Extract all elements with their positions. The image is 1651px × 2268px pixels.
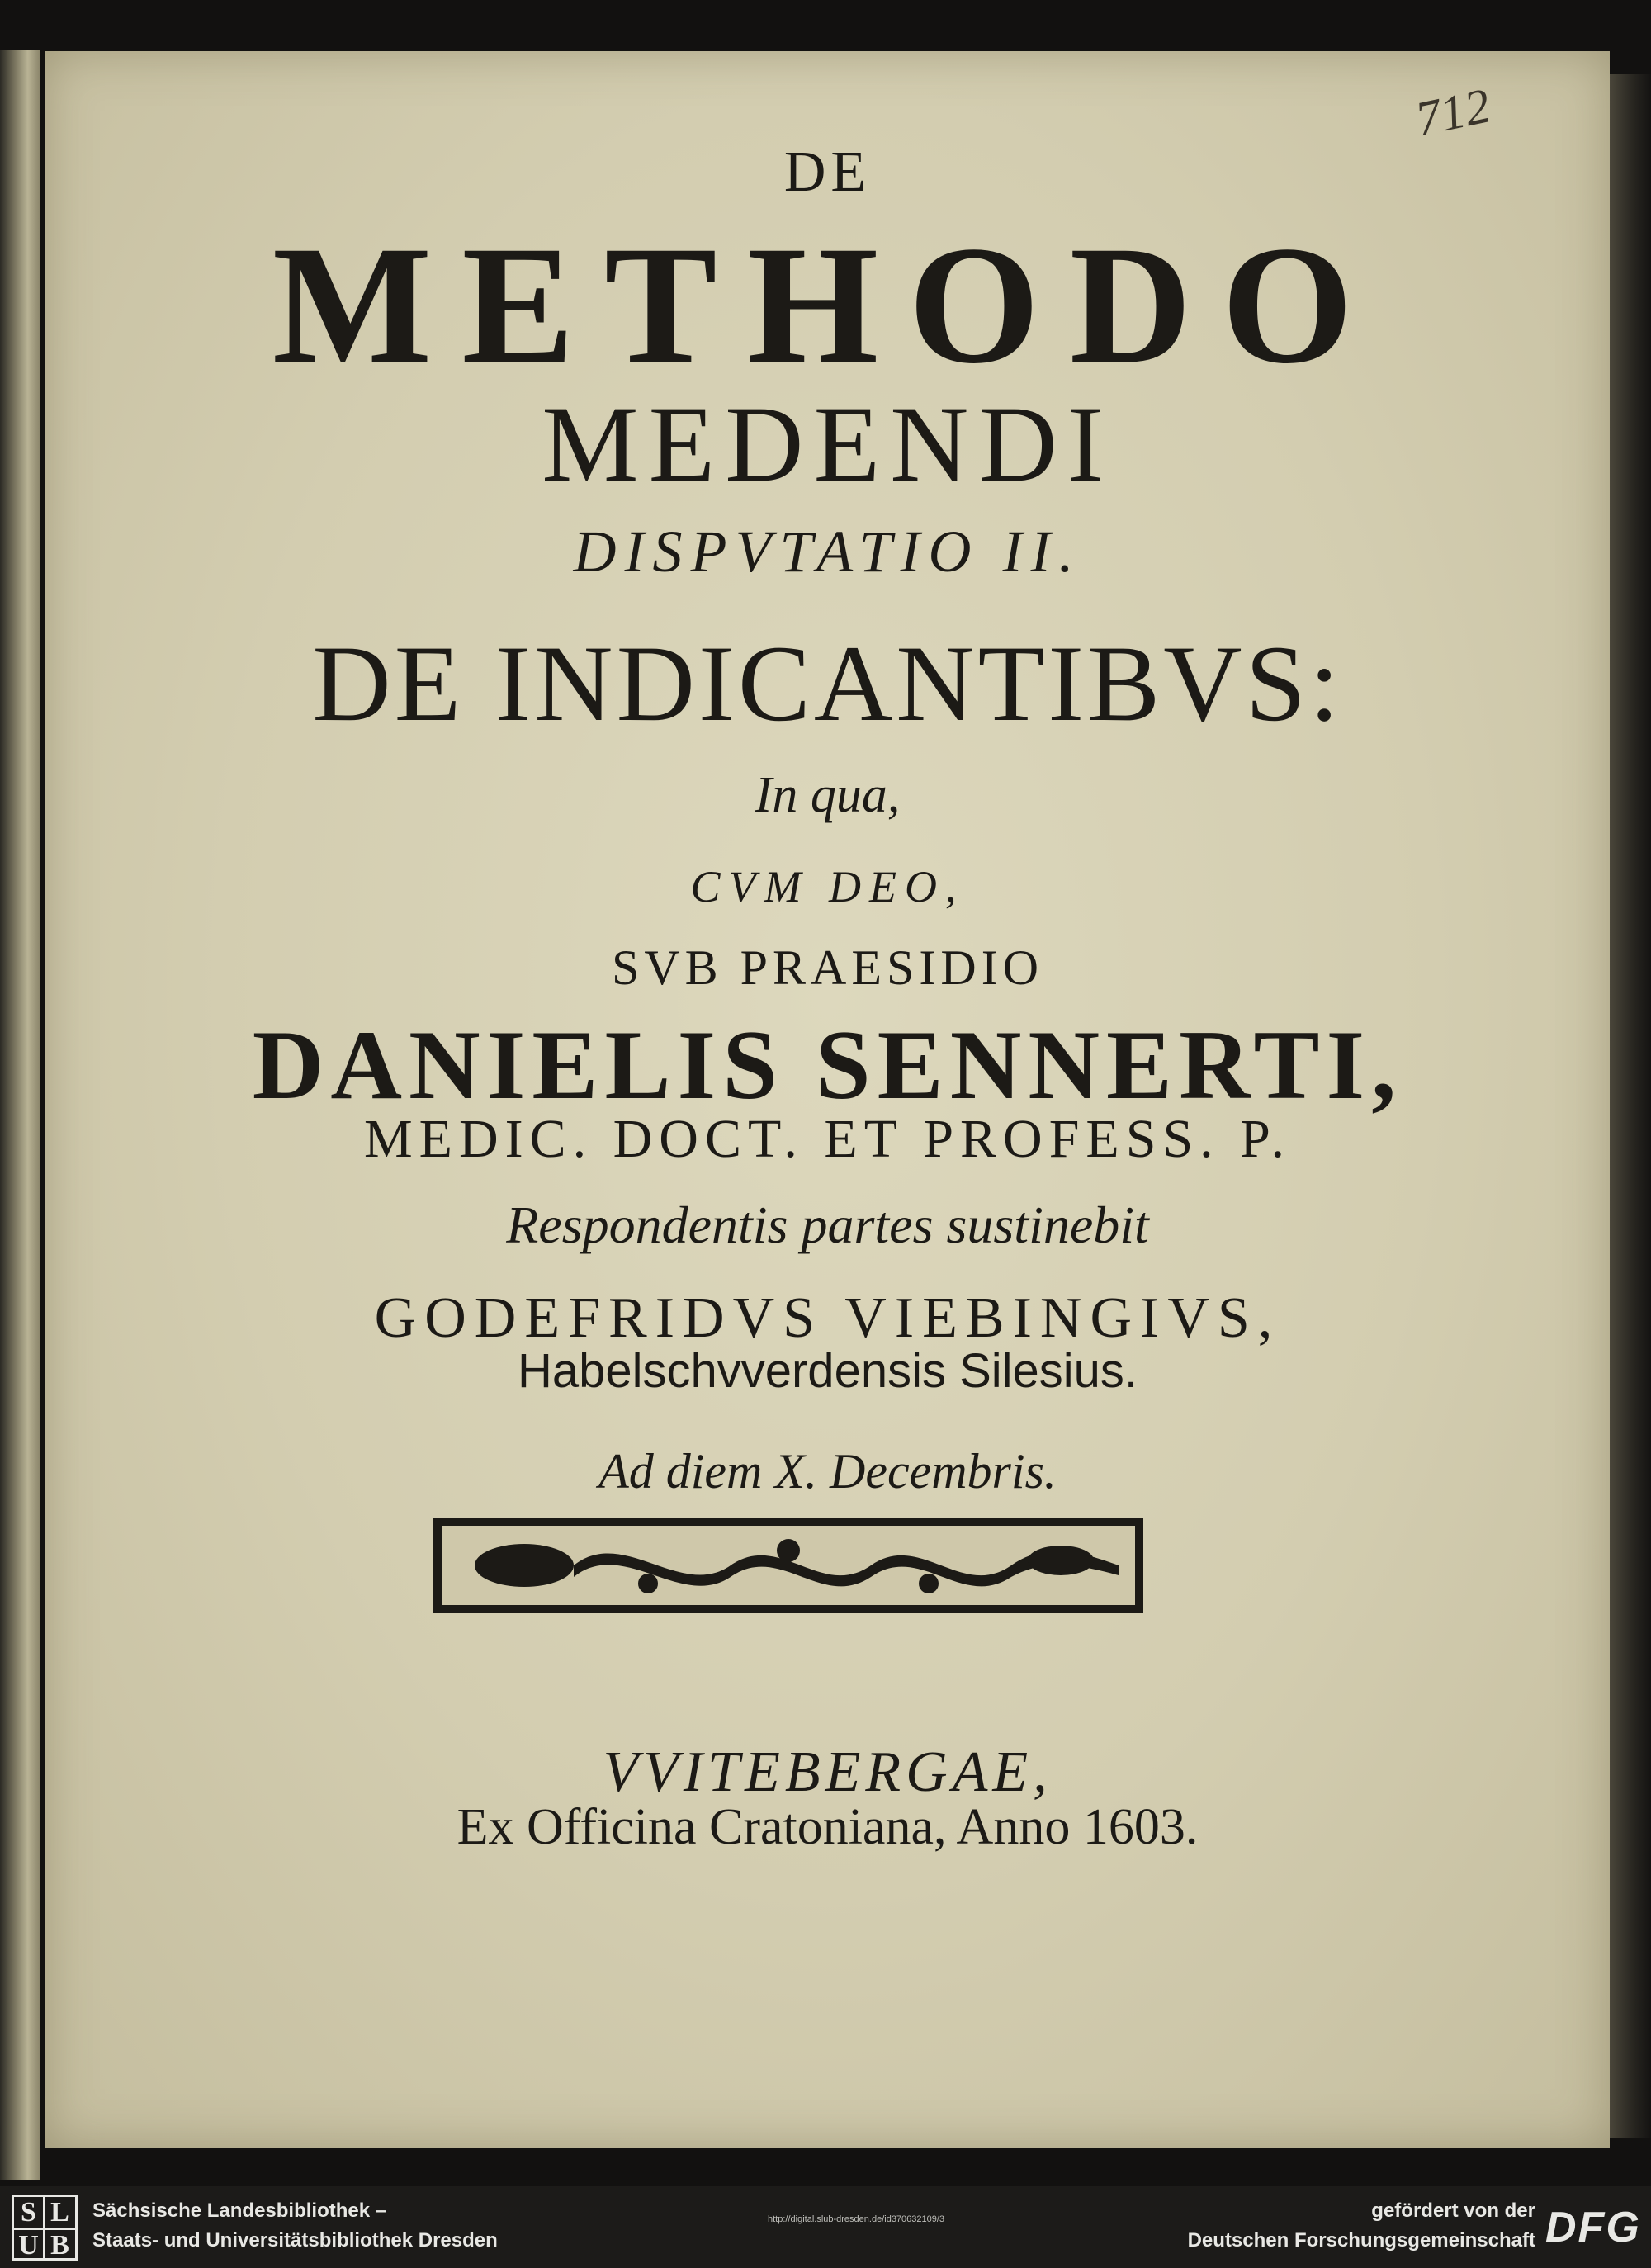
title-methodo: METHODO [272,211,1384,399]
sub-praesidio-line: SVB PRAESIDIO [611,940,1044,995]
title-de: DE [783,140,872,204]
title-medendi: MEDENDI [542,383,1114,504]
disputatio-line: DISPVTATIO II. [573,518,1082,585]
slub-logo: S L U B [12,2195,78,2261]
dfg-logo: DFG [1545,2204,1641,2251]
funder-line1: gefördert von der [1371,2199,1535,2222]
author-title: MEDIC. DOCT. ET PROFESS. P. [363,1109,1292,1169]
title-indicantibus: DE INDICANTIBVS: [312,623,1343,744]
funder-line2: Deutschen Forschungsgemeinschaft [1187,2229,1535,2251]
in-qua-line: In qua, [755,767,901,823]
title-page [45,51,1610,2148]
folio-number: 712 [1411,78,1495,147]
author-name: DANIELIS SENNERTI, [252,1010,1403,1120]
woodcut-ornament [433,1518,1143,1613]
respondentis-line: Respondentis partes sustinebit [506,1196,1149,1254]
imprint-line: Ex Officina Cratoniana, Anno 1603. [457,1799,1199,1855]
left-page-edge [0,50,40,2180]
respondent-name: GODEFRIDVS VIEBINGIVS, [374,1286,1281,1350]
cum-deo-line: CVM DEO, [690,862,965,911]
place-line: VVITEBERGAE, [603,1740,1053,1804]
respondent-origin: Habelschvverdensis Silesius. [517,1344,1138,1398]
library-name-line1: Sächsische Landesbibliothek – [92,2199,387,2222]
library-name-line2: Staats- und Universitätsbibliothek Dresden [92,2229,498,2251]
footer-bar [0,2186,1651,2268]
right-page-edge [1610,74,1651,2138]
source-url[interactable]: http://digital.slub-dresden.de/id370632109/3 [768,2214,945,2224]
date-line: Ad diem X. Decembris. [598,1444,1057,1499]
